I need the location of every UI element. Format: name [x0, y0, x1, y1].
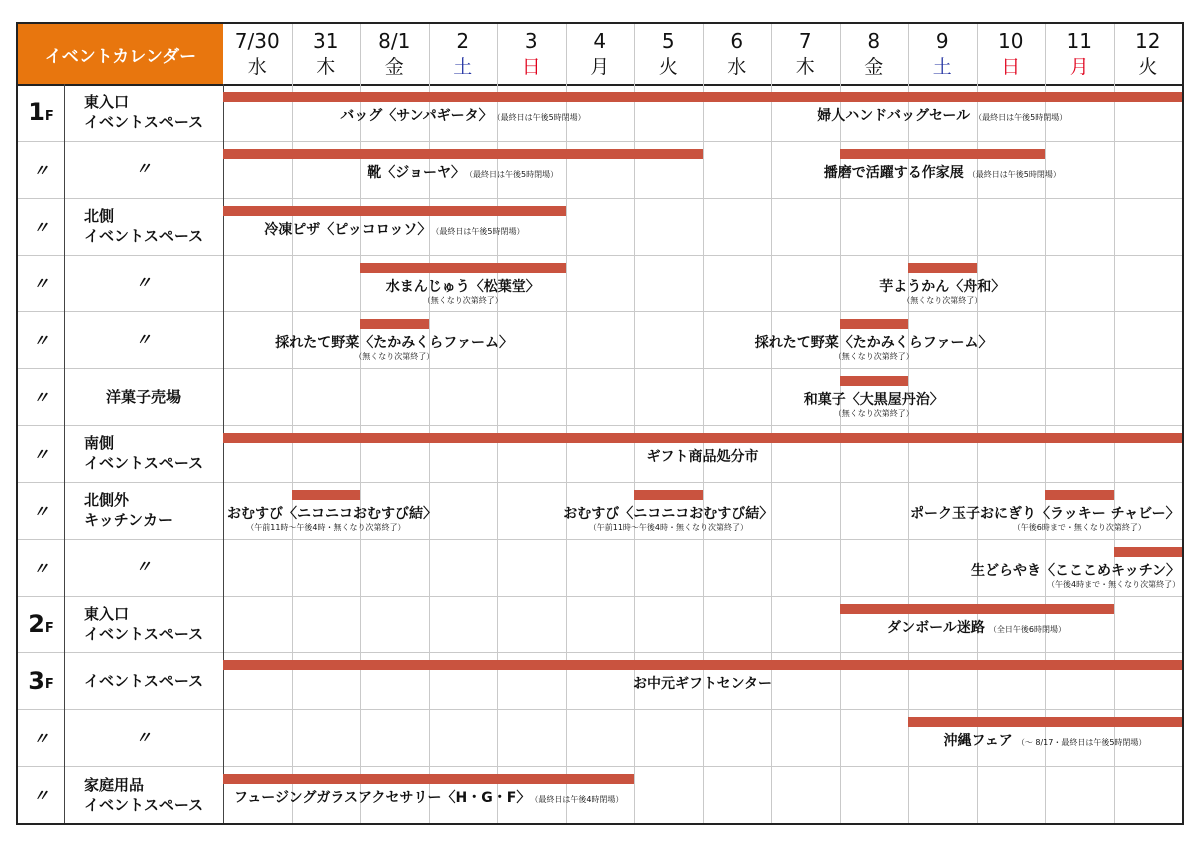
event-title: おむすび〈ニコニコおむすび結〉 [563, 505, 774, 522]
floor-label [18, 482, 64, 539]
location-line: 東入口 [84, 605, 130, 624]
event-title: 冷凍ピザ〈ピッコロッソ〉 [264, 221, 432, 238]
ditto-mark: 〃 [32, 217, 49, 237]
event-note: （最終日は午後5時閉場） [496, 113, 586, 122]
event-bar [840, 376, 909, 386]
day-divider [360, 24, 361, 823]
event-title: フュージングガラスアクセサリー〈H・G・F〉 [234, 790, 531, 807]
day-date: 2 [456, 29, 470, 53]
day-date: 6 [730, 29, 744, 53]
event-note: （〜 8/17・最終日は午後5時閉場） [1016, 738, 1147, 748]
location-label [64, 652, 223, 709]
event-bar [840, 149, 1046, 159]
day-divider [634, 24, 635, 823]
day-column-header [840, 24, 909, 84]
day-divider [429, 24, 430, 823]
event-title: 採れたて野菜〈たかみくらファーム〉 [275, 335, 513, 352]
floor-number: 3 [28, 666, 45, 695]
day-weekday: 火 [1138, 56, 1158, 78]
event-calendar [16, 22, 1184, 825]
day-weekday: 土 [453, 56, 473, 78]
day-divider [497, 24, 498, 823]
location-label [64, 84, 223, 141]
day-weekday: 水 [727, 56, 747, 78]
ditto-mark: 〃 [32, 444, 49, 464]
event-bar [840, 319, 909, 329]
location-label [64, 198, 223, 255]
event-note: （最終日は午後5時閉場） [967, 169, 1061, 179]
floor-label [18, 596, 64, 653]
event-bar [1114, 547, 1183, 557]
calendar-title: イベントカレンダー [18, 24, 223, 84]
floor-suffix: F [44, 677, 54, 693]
event-title: 播磨で活躍する作家展 [823, 164, 964, 181]
floor-label [18, 709, 64, 766]
ditto-mark: 〃 [32, 274, 49, 294]
location-label [64, 709, 223, 766]
day-weekday: 金 [384, 56, 404, 78]
event-label [910, 506, 1180, 522]
day-weekday: 金 [864, 56, 884, 78]
location-line: イベントスペース [84, 625, 204, 644]
event-title: 採れたて野菜〈たかみくらファーム〉 [754, 335, 993, 352]
day-column-header [223, 24, 292, 84]
event-label [887, 620, 1066, 638]
day-divider [703, 24, 704, 823]
event-label [234, 790, 623, 808]
event-label [879, 279, 1005, 295]
event-note: （最終日は午後5時閉場） [468, 169, 559, 179]
event-label [971, 563, 1180, 579]
event-bar [223, 206, 566, 216]
location-line: イベントスペース [84, 795, 204, 814]
location-line: 〃 [135, 557, 152, 577]
location-line: イベントスペース [84, 454, 204, 473]
day-date: 10 [998, 29, 1024, 53]
event-note: （最終日は午後5時閉場） [974, 113, 1068, 122]
event-bar [223, 433, 1182, 443]
ditto-mark: 〃 [32, 729, 49, 749]
day-weekday: 土 [932, 56, 952, 78]
event-subnote: （午前11時〜午後4時・無くなり次第終了） [246, 522, 406, 532]
floor-label [18, 255, 64, 312]
location-line: 洋菓子売場 [105, 387, 181, 406]
event-bar [908, 263, 977, 273]
location-line: 〃 [135, 159, 152, 179]
day-column-header [566, 24, 635, 84]
event-label [386, 279, 540, 295]
day-date: 3 [524, 29, 538, 53]
day-divider [1045, 24, 1046, 823]
label-column-divider [223, 84, 224, 823]
location-line: イベントスペース [84, 113, 204, 132]
day-column-header [1114, 24, 1183, 84]
day-column-header [360, 24, 429, 84]
event-bar [634, 490, 703, 500]
event-bar [292, 490, 361, 500]
day-divider [566, 24, 567, 823]
event-subnote: （無くなり次第終了） [833, 409, 914, 419]
day-date: 9 [935, 29, 949, 53]
event-title: 生どらやき〈こここめキッチン〉 [971, 562, 1181, 579]
location-line: 〃 [135, 329, 152, 349]
day-column-header [1045, 24, 1114, 84]
event-bar [223, 92, 703, 102]
event-title: バッグ〈サンパギータ〉 [340, 108, 493, 124]
event-label [227, 506, 437, 522]
event-title: 水まんじゅう〈松葉堂〉 [385, 278, 540, 295]
day-column-header [292, 24, 361, 84]
location-line: 〃 [135, 727, 152, 747]
event-bar [908, 717, 1182, 727]
day-date: 11 [1066, 29, 1092, 53]
day-date: 5 [661, 29, 675, 53]
day-weekday: 日 [521, 56, 541, 78]
day-weekday: 木 [795, 56, 815, 78]
location-label [64, 539, 223, 596]
floor-label [18, 425, 64, 482]
event-bar [360, 319, 429, 329]
day-divider [840, 24, 841, 823]
event-bar [223, 774, 634, 784]
day-divider [292, 24, 293, 823]
floor-label [18, 368, 64, 425]
event-note: （全日午後6時閉場） [988, 624, 1066, 634]
event-label [647, 449, 759, 465]
event-label [367, 165, 558, 183]
location-line: 東入口 [84, 93, 130, 112]
location-line: キッチンカー [84, 511, 173, 530]
location-line: 家庭用品 [84, 775, 145, 794]
event-subnote: （午後6時まで・無くなり次第終了） [1012, 522, 1146, 532]
event-subnote: （午前11時〜午後4時・無くなり次第終了） [588, 522, 749, 532]
location-label [64, 766, 223, 823]
location-label [64, 311, 223, 368]
event-label [804, 392, 944, 408]
location-line: イベントスペース [84, 227, 204, 246]
day-weekday: 水 [247, 56, 267, 78]
location-label [64, 596, 223, 653]
day-date: 8/1 [378, 29, 411, 53]
event-label [817, 108, 1067, 126]
event-title: ダンボール迷路 [887, 619, 985, 636]
day-column-header [429, 24, 498, 84]
ditto-mark: 〃 [32, 388, 49, 408]
location-line: イベントスペース [84, 671, 204, 690]
ditto-mark: 〃 [32, 786, 49, 806]
event-bar [1045, 490, 1114, 500]
event-title: 婦人ハンドバッグセール [817, 108, 971, 124]
event-title: お中元ギフトセンター [633, 676, 773, 693]
ditto-mark: 〃 [32, 331, 49, 351]
ditto-mark: 〃 [32, 558, 49, 578]
event-title: 靴〈ジョーヤ〉 [367, 164, 465, 181]
day-divider [1114, 24, 1115, 823]
event-label [633, 676, 772, 692]
event-subnote: （無くなり次第終了） [833, 352, 914, 362]
event-note: （最終日は午後5時閉場） [435, 226, 525, 236]
day-divider [977, 24, 978, 823]
floor-label [18, 198, 64, 255]
day-column-header [771, 24, 840, 84]
day-weekday: 木 [316, 56, 336, 78]
event-subnote: （無くなり次第終了） [354, 352, 435, 362]
event-note: （最終日は午後4時閉場） [534, 795, 624, 805]
day-weekday: 日 [1001, 56, 1021, 78]
floor-label [18, 652, 64, 709]
event-label [264, 222, 524, 240]
event-label [275, 335, 513, 351]
floor-number: 2 [28, 610, 45, 639]
event-title: 沖縄フェア [943, 733, 1013, 750]
event-title: ギフト商品処分市 [646, 449, 759, 466]
event-subnote: （無くなり次第終了） [902, 295, 983, 305]
day-column-header [703, 24, 772, 84]
floor-label [18, 766, 64, 823]
floor-label [18, 311, 64, 368]
day-column-header [634, 24, 703, 84]
day-divider [771, 24, 772, 823]
location-line: 南側 [84, 434, 115, 453]
ditto-mark: 〃 [32, 501, 49, 521]
location-label [64, 482, 223, 539]
day-column-header [908, 24, 977, 84]
location-line: 北側 [84, 207, 115, 226]
location-line: 〃 [135, 272, 152, 292]
location-label [64, 368, 223, 425]
day-date: 12 [1135, 29, 1161, 53]
event-bar [703, 92, 1183, 102]
location-label [64, 141, 223, 198]
event-bar [223, 660, 1182, 670]
day-date: 4 [593, 29, 607, 53]
location-label [64, 255, 223, 312]
day-weekday: 月 [1069, 56, 1089, 78]
floor-suffix: F [44, 108, 54, 124]
floor-number: 1 [28, 98, 45, 127]
floor-label [18, 539, 64, 596]
event-label [944, 733, 1147, 751]
event-label [340, 108, 585, 126]
event-bar [360, 263, 566, 273]
day-weekday: 火 [658, 56, 678, 78]
event-title: 芋ようかん〈舟和〉 [879, 278, 1006, 295]
floor-suffix: F [44, 620, 54, 636]
day-column-header [497, 24, 566, 84]
event-label [563, 506, 773, 522]
day-column-header [977, 24, 1046, 84]
floor-label [18, 84, 64, 141]
location-label [64, 425, 223, 482]
event-label [755, 335, 993, 351]
day-date: 7/30 [234, 29, 280, 53]
event-title: 和菓子〈大黒屋丹治〉 [803, 392, 944, 409]
day-date: 31 [313, 29, 339, 53]
day-date: 7 [798, 29, 812, 53]
floor-label [18, 141, 64, 198]
day-divider [908, 24, 909, 823]
event-title: ポーク玉子おにぎり〈ラッキー チャビー〉 [910, 505, 1180, 522]
event-subnote: （無くなり次第終了） [422, 295, 503, 305]
ditto-mark: 〃 [32, 160, 49, 180]
location-line: 北側外 [84, 491, 130, 510]
event-title: おむすび〈ニコニコおむすび結〉 [227, 505, 437, 522]
event-label [824, 165, 1061, 183]
day-weekday: 月 [590, 56, 610, 78]
day-date: 8 [867, 29, 881, 53]
event-bar [840, 604, 1114, 614]
event-subnote: （午後4時まで・無くなり次第終了） [1047, 579, 1181, 589]
event-bar [223, 149, 703, 159]
